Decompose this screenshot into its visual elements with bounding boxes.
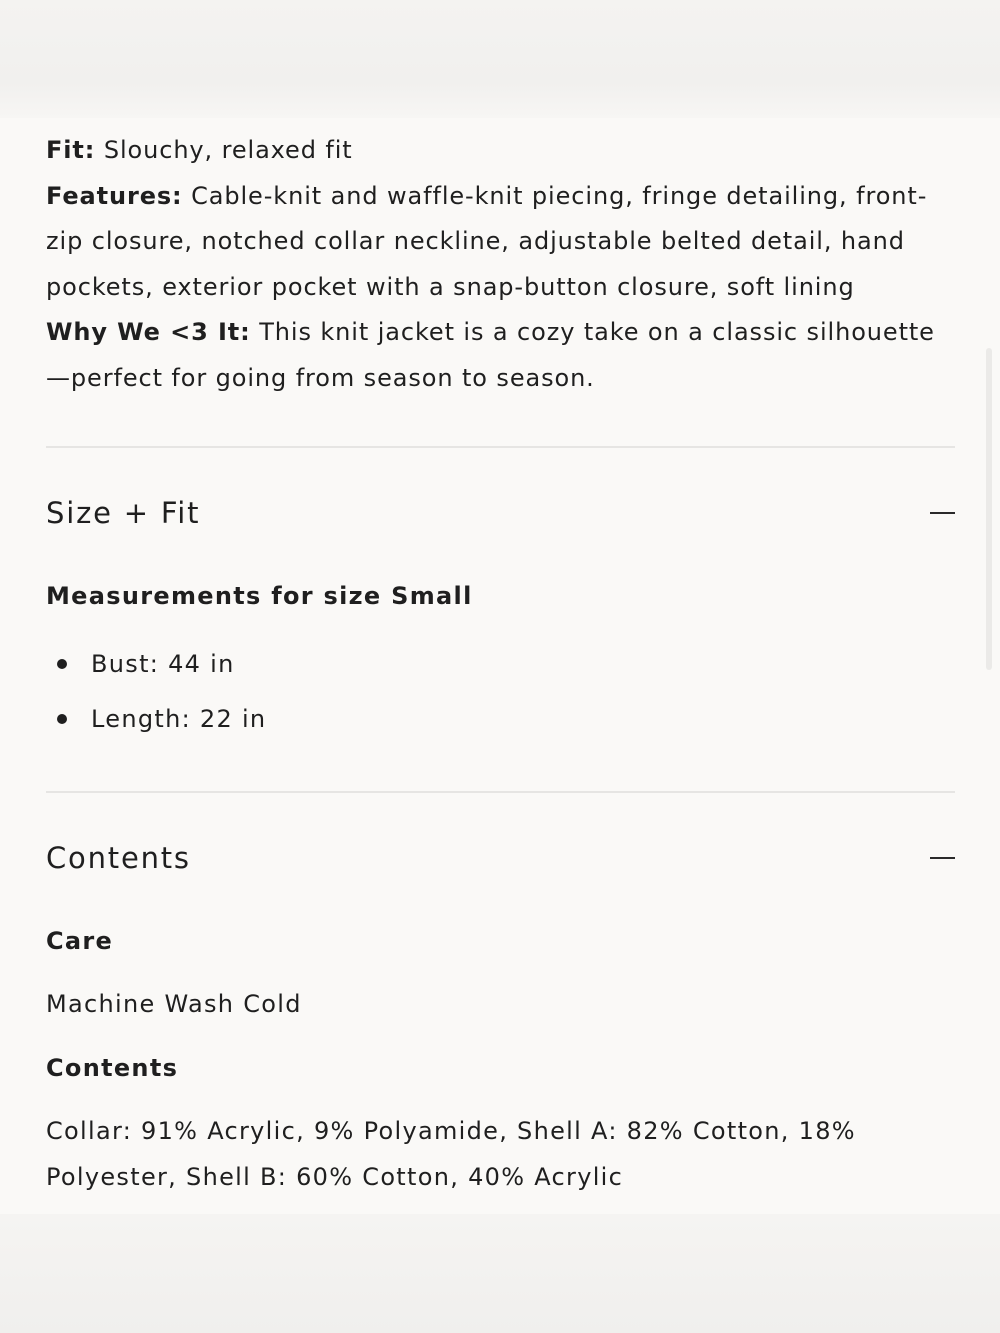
minus-icon[interactable] (930, 857, 955, 859)
fit-text: Slouchy, relaxed fit (95, 136, 353, 164)
measurement-bust: Bust: 44 in (91, 650, 235, 678)
fit-line (46, 128, 956, 174)
contents-heading: Contents (46, 1054, 179, 1082)
contents-title: Contents (46, 841, 191, 875)
care-heading: Care (46, 927, 114, 955)
list-item (46, 695, 266, 750)
why-we-love-it-label: Why We <3 It: (46, 318, 251, 346)
blurred-header-area (0, 0, 1000, 118)
scrollbar[interactable] (986, 348, 992, 670)
list-item (46, 640, 266, 695)
measurement-length: Length: 22 in (91, 704, 267, 733)
size-fit-title: Size + Fit (46, 496, 201, 530)
features-text: Cable-knit and waffle-knit piecing, fringe detailing, front-zip closure, notched collar neckline, adjustable belted detail, hand pockets, exterior pocket with a snap-button closure, soft lining (46, 181, 928, 301)
fit-label: Fit: (46, 136, 96, 164)
size-fit-accordion-header[interactable] (46, 493, 955, 533)
bullet-icon (57, 714, 67, 724)
why-we-love-it-text: This knit jacket is a cozy take on a classic silhouette—perfect for going from season to season. (46, 318, 935, 392)
measurements-heading: Measurements for size Small (46, 582, 473, 610)
section-divider (46, 446, 955, 448)
section-divider (46, 791, 955, 793)
features-label: Features: (46, 181, 183, 210)
measurements-list (46, 640, 266, 749)
minus-icon[interactable] (930, 512, 955, 514)
contents-accordion-header[interactable] (46, 838, 955, 878)
bullet-icon (57, 659, 67, 669)
why-we-love-it-line (46, 310, 956, 401)
blurred-footer-area (0, 1214, 1000, 1333)
features-line (46, 174, 956, 311)
product-description (46, 128, 956, 401)
care-text: Machine Wash Cold (46, 990, 302, 1018)
contents-text: Collar: 91% Acrylic, 9% Polyamide, Shell A: 82% Cotton, 18% Polyester, Shell B: 60% Cotton, 40% Acrylic (46, 1117, 856, 1191)
